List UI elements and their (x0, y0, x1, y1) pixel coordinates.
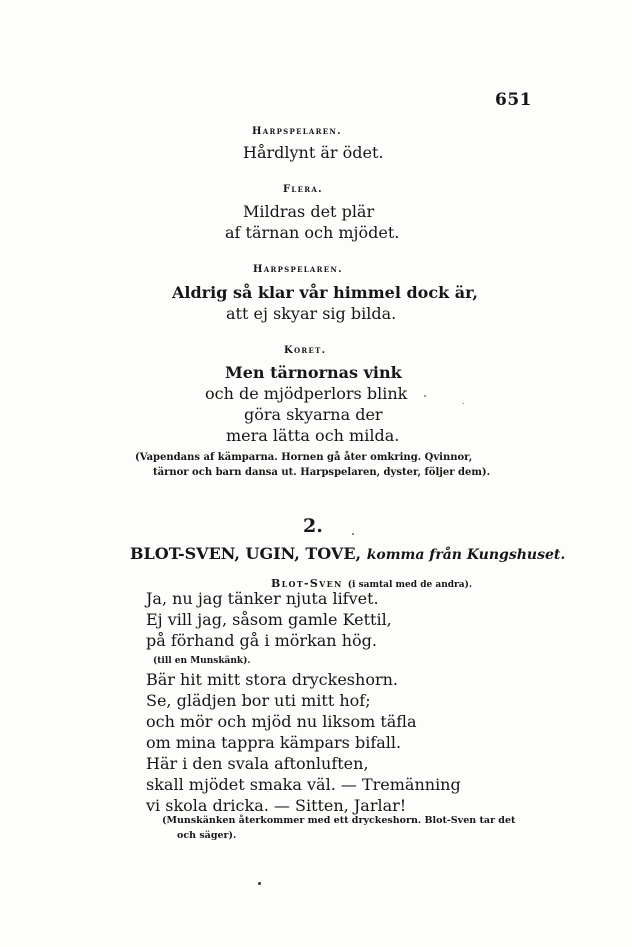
verse-group-a (146, 588, 392, 651)
speaker-flera: Flera. (283, 184, 323, 195)
scan-speck (258, 882, 261, 885)
stage-direction: (Vapendans af kämparna. Hornen gå åter omkring. Qvinnor, (135, 452, 473, 463)
verse-group-b (146, 669, 461, 816)
scan-speck (352, 533, 354, 535)
speaker-blot-sven: Blot-Sven (271, 577, 343, 590)
verse-line: Hårdlynt är ödet. (243, 143, 384, 162)
page-number: 651 (495, 90, 532, 110)
verse-line: Bär hit mitt stora dryckeshorn. (146, 670, 398, 689)
verse-line: af tärnan och mjödet. (225, 223, 400, 242)
verse-line: mera lätta och milda. (226, 426, 400, 445)
verse-line: Se, glädjen bor uti mitt hof; (146, 691, 371, 710)
verse-line: på förhand gå i mörkan hög. (146, 631, 377, 650)
verse-line: Aldrig så klar vår himmel dock är, (172, 283, 478, 302)
section-heading (130, 544, 565, 563)
aside-direction: (till en Munskänk). (153, 656, 251, 666)
scan-speck (424, 395, 426, 397)
verse-line: Ja, nu jag tänker njuta lifvet. (146, 589, 379, 608)
stage-direction: tärnor och barn dansa ut. Harpspelaren, dyster, följer dem). (153, 467, 491, 478)
verse-line: göra skyarna der (244, 405, 383, 424)
speaker-harpspelaren-2: Harpspelaren. (253, 264, 343, 275)
section-number: 2. (303, 515, 323, 537)
scan-speck (462, 403, 464, 404)
speaker-note: (i samtal med de andra). (347, 580, 472, 590)
verse-line: och de mjödperlors blink (205, 384, 408, 403)
verse-line: om mina tappra kämpars bifall. (146, 733, 402, 752)
speaker-harpspelaren-1: Harpspelaren. (252, 126, 342, 137)
section-heading-italic: komma från Kungshuset. (366, 547, 566, 563)
section-heading-main: BLOT-SVEN, UGIN, TOVE, (130, 544, 362, 563)
stage-direction: (Munskänken återkommer med ett dryckeshorn. Blot-Sven tar det (162, 815, 516, 826)
speaker-koret: Koret. (284, 345, 327, 356)
verse-line: att ej skyar sig bilda. (226, 304, 397, 323)
verse-line: Mildras det plär (243, 202, 375, 221)
verse-line: Ej vill jag, såsom gamle Kettil, (146, 610, 392, 629)
verse-line: och mör och mjöd nu liksom täfla (146, 712, 417, 731)
verse-line: Men tärnornas vink (225, 363, 402, 382)
verse-line: skall mjödet smaka väl. — Tremänning (146, 775, 461, 794)
verse-line: Här i den svala aftonluften, (146, 754, 369, 773)
stage-direction: och säger). (177, 830, 237, 841)
verse-line: vi skola dricka. — Sitten, Jarlar! (146, 796, 407, 815)
